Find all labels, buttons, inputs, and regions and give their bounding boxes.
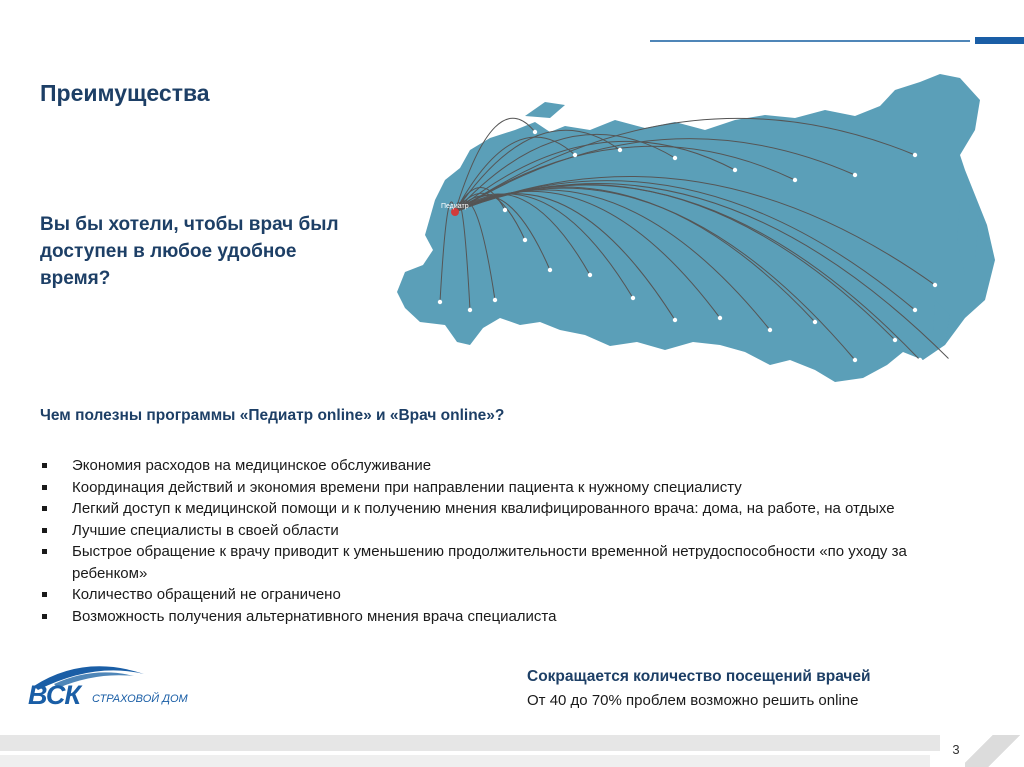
map-city-dot [718, 316, 722, 320]
bullet-icon [42, 528, 47, 533]
map-city-dot [533, 130, 537, 134]
list-item-text: Количество обращений не ограничено [72, 586, 341, 603]
map-city-dot [813, 320, 817, 324]
map-city-dot [733, 168, 737, 172]
list-item-text: Быстрое обращение к врачу приводит к уменьшению продолжительности временной нетрудоспособности «по уходу за ребенком» [72, 543, 907, 582]
logo-tagline: СТРАХОВОЙ ДОМ [92, 693, 188, 705]
list-item-text: Экономия расходов на медицинское обслуживание [72, 457, 432, 474]
map-city-dot [933, 283, 937, 287]
map-city-dot [913, 153, 917, 157]
map-island-north [525, 102, 565, 118]
vsk-logo [24, 660, 214, 710]
bullet-icon [42, 485, 47, 490]
map-city-dot [893, 338, 897, 342]
map-city-dot [631, 296, 635, 300]
list-item [40, 584, 975, 606]
footer-bar-lower [0, 755, 930, 767]
list-item [40, 455, 975, 477]
map-city-dot [853, 358, 857, 362]
map-city-dot [588, 273, 592, 277]
russia-map [375, 60, 1015, 400]
map-city-dot [673, 156, 677, 160]
benefits-heading: Чем полезны программы «Педиатр online» и «Врач online»? [40, 407, 505, 424]
map-city-dot [468, 308, 472, 312]
list-item-text: Координация действий и экономия времени при направлении пациента к нужному специалисту [72, 478, 742, 496]
map-city-dot [573, 153, 577, 157]
benefits-list [40, 455, 975, 627]
list-item-text: Легкий доступ к медицинской помощи и к получению мнения квалифицированного врача: дома, на работе, на отдыхе [72, 500, 895, 517]
map-city-dot [793, 178, 797, 182]
list-item [40, 541, 975, 584]
list-item-text: Возможность получения альтернативного мнения врача специалиста [72, 607, 557, 625]
page-title: Преимущества [40, 80, 210, 106]
bullet-icon [42, 614, 47, 619]
map-city-dot [768, 328, 772, 332]
map-city-dot [503, 208, 507, 212]
map-city-dot [948, 358, 952, 362]
map-city-dot [548, 268, 552, 272]
list-item-text: Лучшие специалисты в своей области [72, 521, 339, 539]
map-city-dot [913, 308, 917, 312]
page-number: 3 [952, 742, 960, 757]
top-rule-accent [975, 37, 1024, 44]
bullet-icon [42, 549, 47, 554]
map-city-dot [853, 173, 857, 177]
list-item [40, 498, 975, 520]
footer-corner-decoration [965, 735, 1024, 767]
bullet-icon [42, 506, 47, 511]
list-item [40, 606, 975, 628]
logo-brand: ВСК [28, 680, 80, 710]
map-city-dot [618, 148, 622, 152]
bullet-icon [42, 592, 47, 597]
map-city-dot [673, 318, 677, 322]
list-item [40, 477, 975, 499]
map-hub-label: Педиатр [441, 203, 469, 210]
map-city-dot [523, 238, 527, 242]
question-text: Вы бы хотели, чтобы врач был доступен в любое удобное время? [40, 214, 339, 289]
map-city-dot [918, 358, 922, 362]
footer-bar [0, 735, 940, 751]
callout-title: Сокращается количество посещений врачей [527, 668, 871, 685]
top-rule [650, 40, 970, 42]
map-city-dot [493, 298, 497, 302]
callout-text: От 40 до 70% проблем возможно решить online [527, 692, 859, 709]
map-city-dot [438, 300, 442, 304]
bullet-icon [42, 463, 47, 468]
list-item [40, 520, 975, 542]
